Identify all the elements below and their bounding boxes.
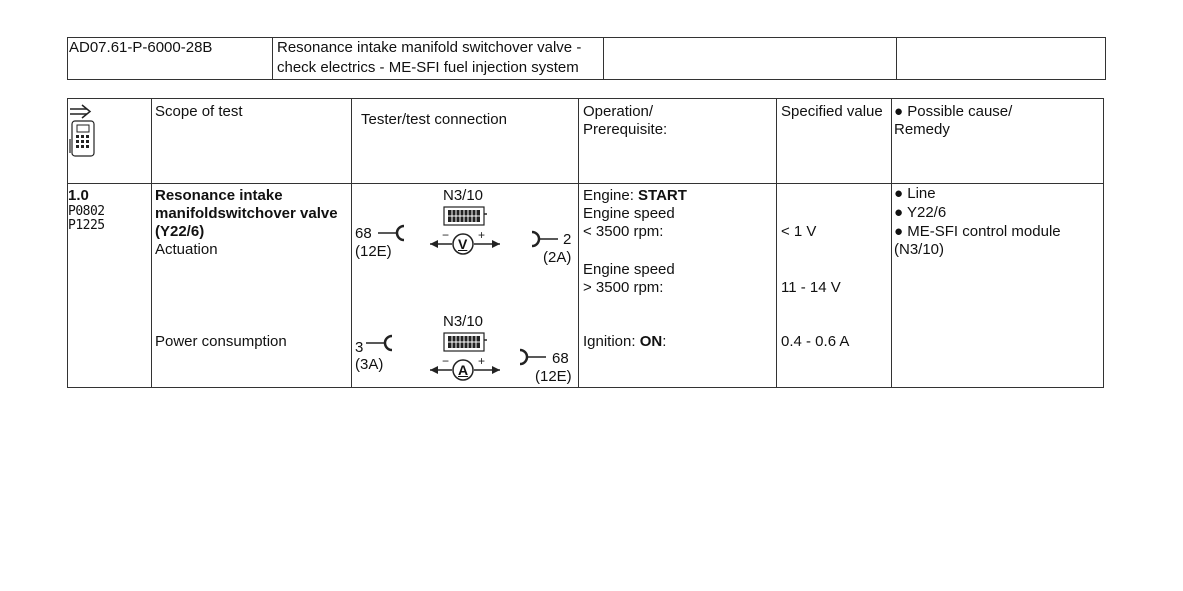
scope-actuation: Actuation — [155, 241, 218, 258]
doc-title-line1: Resonance intake manifold switchover valve - — [277, 39, 582, 56]
conn1-right-sub: (2A) — [543, 249, 572, 266]
header-divider — [272, 37, 273, 80]
conn1-module: N3/10 — [443, 187, 484, 204]
cause-text: Y22/6 — [906, 204, 947, 221]
op-engine-value: START — [638, 187, 687, 204]
table-col-divider — [578, 98, 579, 388]
op-speed1-line2: < 3500 rpm: — [583, 223, 664, 240]
scope-title-line2: manifoldswitchover valve — [155, 205, 338, 222]
header-operation-line2: Prerequisite: — [583, 121, 668, 138]
conn1-left-pin: 68 — [355, 225, 372, 242]
conn2-right-sub: (12E) — [535, 368, 572, 385]
svg-text:−: − — [442, 228, 450, 242]
conn2-left-sub: (3A) — [355, 356, 384, 373]
cause-item — [894, 185, 936, 203]
fault-code: P1225 — [68, 218, 105, 233]
cause-sub: (N3/10) — [894, 241, 945, 258]
op-ignition-value: ON — [639, 333, 663, 350]
plug-left-icon — [376, 224, 408, 242]
bullet-icon: ● — [894, 223, 904, 240]
op-ignition-label: Ignition: — [583, 333, 640, 350]
meter-label: V — [458, 236, 468, 252]
spec-current: 0.4 - 0.6 A — [781, 333, 850, 350]
header-cause-line2: Remedy — [894, 121, 950, 138]
table-col-divider — [151, 98, 152, 388]
conn2-module: N3/10 — [443, 313, 484, 330]
svg-text:+: + — [478, 354, 486, 368]
table-col-divider — [776, 98, 777, 388]
table-col-divider — [351, 98, 352, 388]
meter-label: A — [458, 362, 469, 378]
plug-right-icon — [530, 230, 562, 248]
conn1-left-sub: (12E) — [355, 243, 392, 260]
cause-text: ME-SFI control module — [907, 223, 1061, 240]
svg-text:+: + — [478, 228, 486, 242]
cause-text: Line — [907, 185, 936, 202]
header-cause-line1 — [894, 103, 1012, 121]
header-scope: Scope of test — [155, 103, 243, 120]
step-number: 1.0 — [68, 187, 89, 204]
header-box — [67, 37, 1106, 80]
voltmeter-probe-icon — [428, 229, 508, 259]
header-specified: Specified value — [781, 103, 883, 120]
scope-title-line1: Resonance intake — [155, 187, 283, 204]
op-speed1-line1: Engine speed — [583, 205, 675, 222]
conn2-right-pin: 68 — [552, 350, 569, 367]
spec-low: < 1 V — [781, 223, 817, 240]
op-ignition-suffix: : — [662, 333, 667, 350]
cause-item — [894, 223, 1061, 241]
header-divider — [896, 37, 897, 80]
header-cause-text: Possible cause/ — [907, 103, 1013, 120]
fault-code: P0802 — [68, 204, 105, 219]
op-ignition — [583, 333, 666, 351]
header-tester: Tester/test connection — [361, 111, 507, 128]
doc-title-line2: check electrics - ME-SFI fuel injection system — [277, 59, 579, 76]
op-speed2-line2: > 3500 rpm: — [583, 279, 664, 296]
bullet-icon: ● — [894, 185, 904, 202]
bullet-icon: ● — [894, 204, 904, 221]
op-engine-label: Engine: — [583, 187, 639, 204]
scope-power-consumption: Power consumption — [155, 333, 287, 350]
header-divider — [603, 37, 604, 80]
cause-item — [894, 204, 946, 222]
control-module-icon — [443, 206, 487, 228]
header-operation-line1: Operation/ — [583, 103, 654, 120]
op-engine — [583, 187, 687, 205]
table-header-separator — [67, 183, 1104, 184]
conn1-right-pin: 2 — [563, 231, 572, 248]
conn2-left-pin: 3 — [355, 339, 364, 356]
op-speed2-line1: Engine speed — [583, 261, 675, 278]
scope-title-line3: (Y22/6) — [155, 223, 205, 240]
arrow-right-icon — [69, 104, 93, 120]
svg-text:−: − — [442, 354, 450, 368]
plug-left-icon — [364, 334, 396, 352]
doc-id: AD07.61-P-6000-28B — [69, 39, 213, 56]
control-module-icon — [443, 332, 487, 354]
tester-device-icon — [69, 119, 99, 159]
table-col-divider — [891, 98, 892, 388]
spec-high: 11 - 14 V — [781, 279, 841, 296]
plug-right-icon — [518, 348, 550, 366]
bullet-icon: ● — [894, 103, 904, 120]
